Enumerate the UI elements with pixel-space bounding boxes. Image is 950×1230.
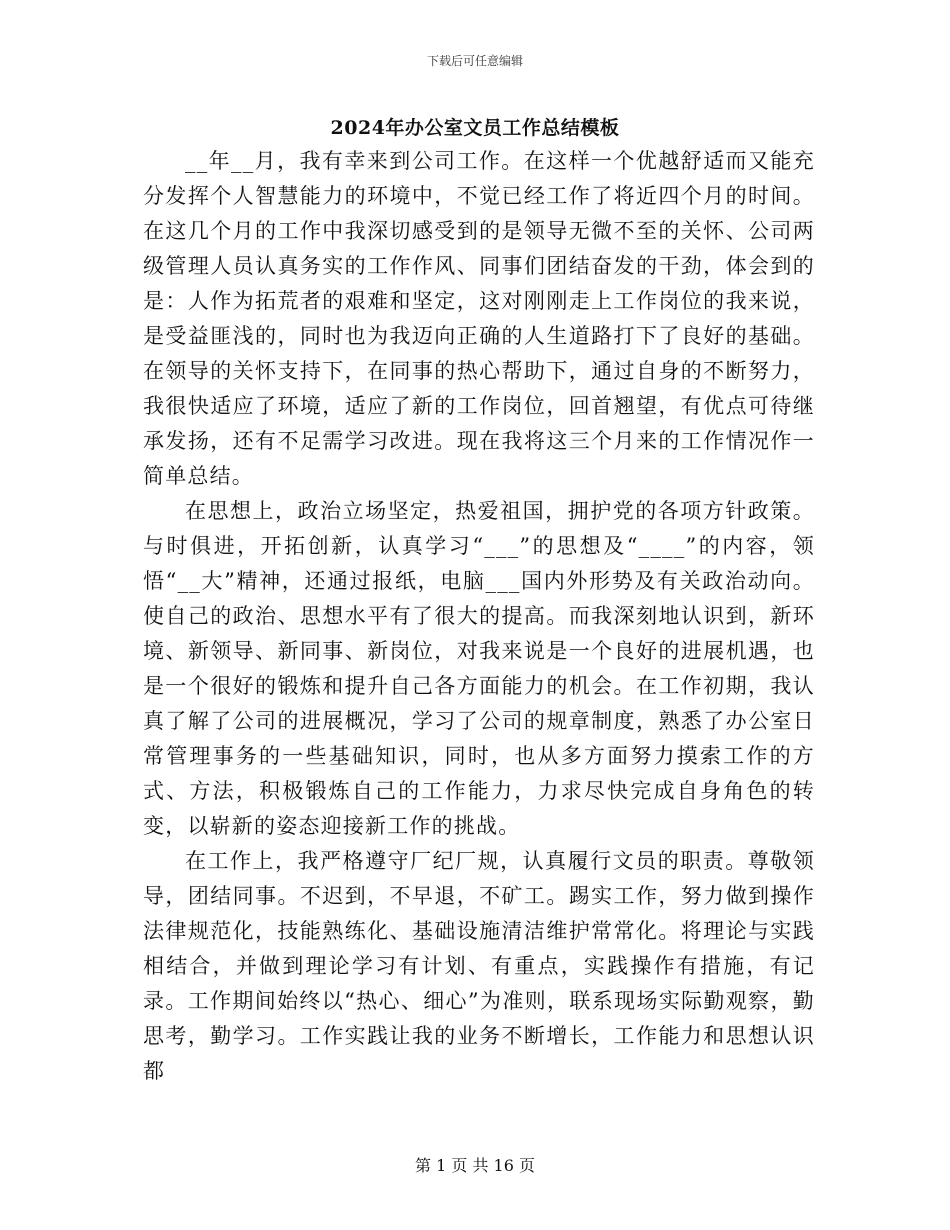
body-paragraph-3: 在工作上，我严格遵守厂纪厂规，认真履行文员的职责。尊敬领导，团结同事。不迟到，不早退，不矿工。踢实工作，努力做到操作法律规范化，技能熟练化、基础设施清洁维护常常化。将理论与实践相结合，并做到理论学习有计划、有重点，实践操作有措施，有记录。工作期间始终以“热心、细心”为准则，联系现场实际勤观察，勤思考，勤学习。工作实践让我的业务不断增长，工作能力和思想认识都 <box>143 849 815 1083</box>
page-header-note: 下载后可任意编辑 <box>426 54 523 68</box>
document-body <box>143 144 815 1089</box>
body-paragraph-2: 在思想上，政治立场坚定，热爱祖国，拥护党的各项方针政策。与时俱进，开拓创新，认真学习“___”的思想及“____”的内容，领悟“__大”精神，还通过报纸，电脑___国内外形势及有关政治动向。使自己的政治、思想水平有了很大的提高。而我深刻地认识到，新环境、新领导、新同事、新岗位，对我来说是一个良好的进展机遇，也是一个很好的锻炼和提升自己各方面能力的机会。在工作初期，我认真了解了公司的进展概况，学习了公司的规章制度，熟悉了办公室日常管理事务的一些基础知识，同时，也从多方面努力摸索工作的方式、方法，积极锻炼自己的工作能力，力求尽快完成自身角色的转变，以崭新的姿态迎接新工作的挑战。 <box>143 499 815 838</box>
document-title: 2024年办公室文员工作总结模板 <box>330 117 620 139</box>
page-number: 第 1 页 共 16 页 <box>415 1156 535 1175</box>
body-paragraph-1: __年__月，我有幸来到公司工作。在这样一个优越舒适而又能充分发挥个人智慧能力的环境中，不觉已经工作了将近四个月的时间。在这几个月的工作中我深切感受到的是领导无微不至的关怀、公司两级管理人员认真务实的工作作风、同事们团结奋发的干劲，体会到的是：人作为拓荒者的艰难和坚定，这对刚刚走上工作岗位的我来说，是受益匪浅的，同时也为我迈向正确的人生道路打下了良好的基础。在领导的关怀支持下，在同事的热心帮助下，通过自身的不断努力，我很快适应了环境，适应了新的工作岗位，回首翘望，有优点可待继承发扬，还有不足需学习改进。现在我将这三个月来的工作情况作一简单总结。 <box>143 149 815 488</box>
